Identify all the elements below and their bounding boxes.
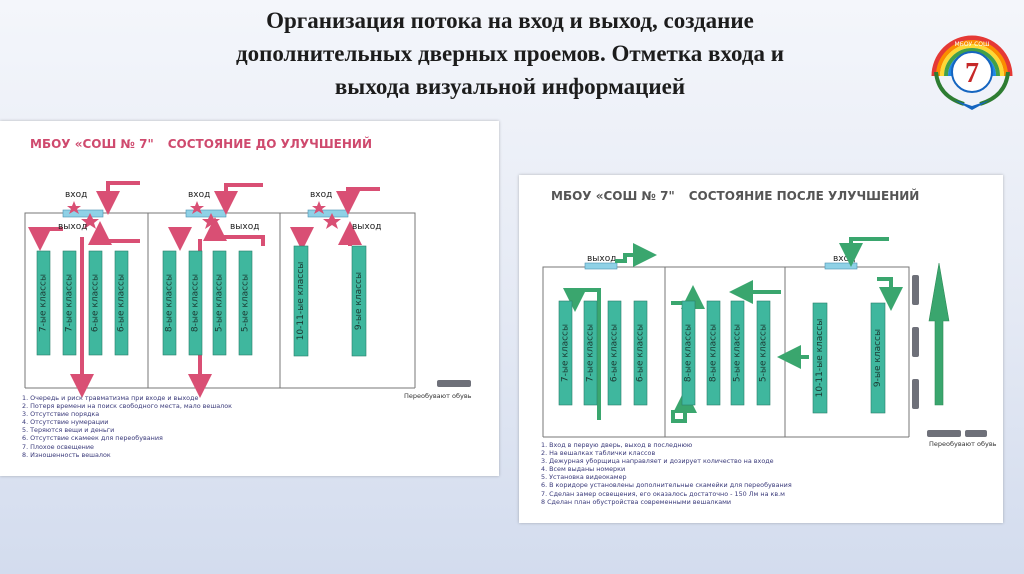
class-label: 10-11-ые классы [296, 261, 306, 341]
entry-arrow [100, 233, 140, 241]
note-item: 7. Плохое освещение [22, 442, 94, 451]
class-label: 6-ые классы [635, 323, 646, 383]
exit-label: выход [58, 222, 88, 232]
class-label: 9-ые классы [873, 328, 883, 388]
entrance-label: вход [310, 190, 333, 200]
after-notes [541, 441, 871, 506]
before-plan-board [0, 121, 499, 476]
class-label: 7-ые классы [585, 323, 596, 383]
note-item: 2. Потеря времени на поиск свободного места, мало вешалок [22, 402, 232, 411]
title-line: Организация потока на вход и выход, создание [266, 8, 754, 33]
shoe-bench [437, 380, 471, 387]
side-bench [912, 327, 919, 357]
school-logo [924, 16, 1020, 112]
note-item: 3. Дежурная уборщица направляет и дозирует количество на входе [541, 457, 774, 466]
exit-arrow [302, 229, 308, 239]
school-name: МБОУ «СОШ № 7" [551, 189, 675, 203]
class-label: 8-ые классы [708, 323, 719, 383]
entry-arrow [851, 239, 889, 255]
note-item: 6. В коридоре установлены дополнительные скамейки для переобувания [541, 481, 792, 490]
title-line: выхода визуальной информацией [334, 74, 686, 99]
slide-title [150, 4, 870, 103]
class-label: 6-ые классы [609, 323, 620, 383]
after-plan-board [519, 175, 1003, 523]
exit-arrow [180, 229, 186, 239]
note-item: 5. Установка видеокамер [541, 473, 627, 482]
door [63, 210, 103, 217]
entrance-label: вход [188, 190, 211, 200]
class-label: 7-ые классы [64, 273, 75, 333]
main-direction-arrow-icon [929, 263, 949, 405]
shoe-bench [927, 430, 961, 437]
state-label: СОСТОЯНИЕ ПОСЛЕ УЛУЧШЕНИЙ [688, 189, 920, 203]
class-label: 8-ые классы [190, 273, 201, 333]
shoe-bench [965, 430, 987, 437]
class-label: 7-ые классы [38, 273, 49, 333]
note-item: 2. На вешалках таблички классов [541, 449, 656, 458]
note-item: 4. Всем выданы номерки [541, 465, 626, 474]
note-item: 3. Отсутствие порядка [22, 410, 100, 419]
class-label: 5-ые классы [732, 323, 743, 383]
logo-arc-text: МБОУ СОШ [954, 41, 990, 48]
state-label: СОСТОЯНИЕ ДО УЛУЧШЕНИЙ [167, 137, 372, 151]
class-label: 6-ые классы [90, 273, 101, 333]
note-item: 8 Сделан план обустройства современными вешалками [541, 497, 732, 506]
exit-arrow [615, 255, 645, 261]
class-label: 5-ые классы [758, 323, 769, 383]
entrance-label: вход [65, 190, 88, 200]
class-label: 10-11-ые классы [815, 318, 825, 398]
class-label: 7-ые классы [560, 323, 571, 383]
school-name: МБОУ «СОШ № 7" [30, 137, 154, 151]
note-item: 1. Вход в первую дверь, выход в последнюю [541, 441, 693, 449]
note-item: 7. Сделан замер освещения, его оказалось достаточно - 150 Лм на кв.м [541, 489, 785, 498]
side-bench [912, 379, 919, 409]
logo-emblem-icon [924, 16, 1020, 112]
class-label: 5-ые классы [240, 273, 251, 333]
exit-label: выход [230, 222, 260, 232]
door [308, 210, 348, 217]
entry-arrow [226, 185, 263, 203]
entry-arrow [877, 279, 891, 299]
note-item: 6. Отсутствие скамеек для переобувания [22, 434, 163, 443]
entrance-label: вход [833, 254, 856, 264]
entry-arrow [348, 189, 380, 203]
logo-number: 7 [965, 58, 979, 89]
class-label: 6-ые классы [116, 273, 127, 333]
exit-label: выход [587, 254, 617, 264]
note-item: 8. Изношенность вешалок [22, 450, 111, 459]
class-label: 9-ые классы [354, 271, 364, 331]
entry-arrow [108, 183, 140, 203]
before-notes [22, 394, 342, 459]
shoe-change-label: Переобувают обувь [929, 440, 997, 448]
side-bench [912, 275, 919, 305]
door [186, 210, 226, 217]
exit-label: выход [352, 222, 382, 232]
class-label: 8-ые классы [164, 273, 175, 333]
note-item: 4. Отсутствие нумерации [22, 418, 109, 427]
note-item: 5. Теряются вещи и деньги [22, 426, 115, 435]
shoe-change-label: Переобувают обувь [404, 392, 472, 400]
title-line: дополнительных дверных проемов. Отметка входа и [235, 41, 785, 66]
note-item: 1. Очередь и риск травматизма при входе и выходе [22, 394, 199, 402]
class-label: 5-ые классы [214, 273, 225, 333]
class-label: 8-ые классы [683, 323, 694, 383]
